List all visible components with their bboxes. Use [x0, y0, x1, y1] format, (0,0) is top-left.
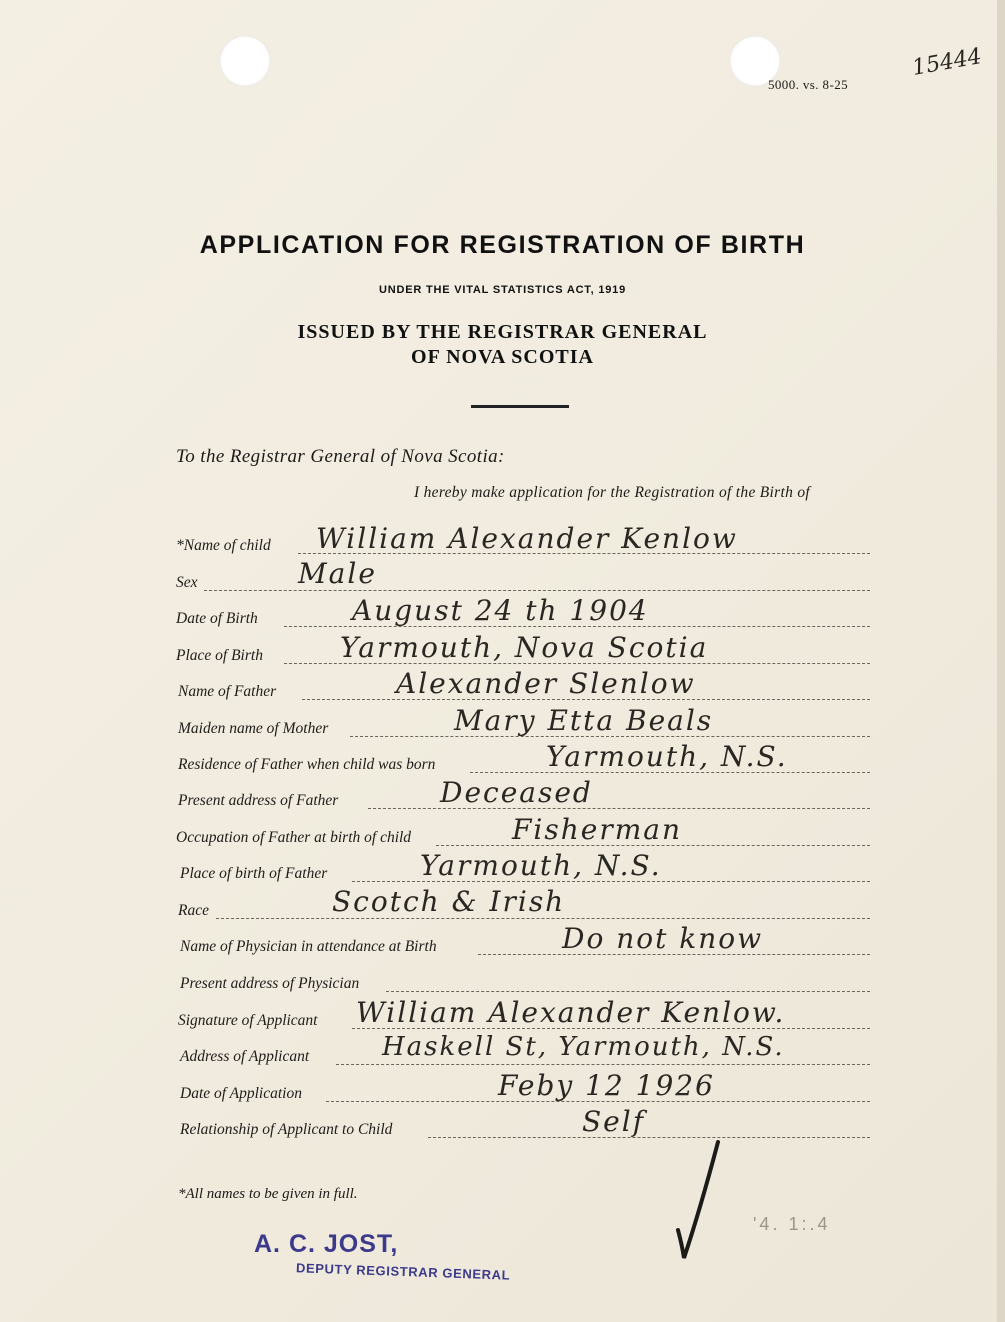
field-value-place-of-birth[interactable]: Yarmouth, Nova Scotia — [340, 631, 709, 664]
field-label: Date of Application — [180, 1085, 302, 1102]
field-label: Address of Applicant — [180, 1048, 310, 1065]
field-value-relationship[interactable]: Self — [582, 1105, 646, 1138]
field-line — [216, 918, 870, 919]
field-value-father-address[interactable]: Deceased — [440, 776, 593, 809]
field-label: Name of Father — [178, 683, 277, 700]
title-divider — [471, 405, 569, 408]
field-label: Residence of Father when child was born — [178, 756, 436, 773]
footnote: *All names to be given in full. — [178, 1186, 358, 1202]
field-label: Sex — [176, 574, 198, 591]
field-value-father-birthplace[interactable]: Yarmouth, N.S. — [420, 849, 662, 882]
form-title: APPLICATION FOR REGISTRATION OF BIRTH — [199, 231, 806, 259]
field-label: Present address of Physician — [180, 975, 360, 992]
field-value-father-name[interactable]: Alexander Slenlow — [396, 667, 696, 700]
field-label: Maiden name of Mother — [178, 720, 329, 737]
field-value-father-occupation[interactable]: Fisherman — [512, 813, 683, 846]
field-label: Signature of Applicant — [178, 1012, 318, 1029]
field-label: Relationship of Applicant to Child — [180, 1121, 393, 1138]
field-line — [204, 590, 870, 591]
paper-edge — [997, 0, 1005, 1322]
intro-statement: I hereby make application for the Registration of the Birth of — [414, 484, 810, 501]
field-value-father-residence[interactable]: Yarmouth, N.S. — [546, 740, 788, 773]
act-subtitle: UNDER THE VITAL STATISTICS ACT, 1919 — [379, 284, 626, 296]
field-label: *Name of child — [176, 537, 271, 554]
field-line — [336, 1064, 870, 1065]
field-value-date-of-birth[interactable]: August 24 th 1904 — [352, 594, 649, 627]
check-mark-icon — [660, 1130, 730, 1270]
field-label: Place of Birth — [176, 647, 263, 664]
field-value-applicant-address[interactable]: Haskell St, Yarmouth, N.S. — [382, 1032, 785, 1062]
field-label: Date of Birth — [176, 610, 258, 627]
field-line — [386, 991, 870, 992]
punch-hole-left — [219, 35, 271, 87]
field-value-race[interactable]: Scotch & Irish — [332, 885, 566, 918]
stamp-title: DEPUTY REGISTRAR GENERAL — [295, 1260, 511, 1283]
field-value-sex[interactable]: Male — [298, 557, 377, 590]
field-label: Present address of Father — [178, 792, 339, 809]
field-value-physician-name[interactable]: Do not know — [562, 922, 764, 955]
issuer-block — [0, 320, 1005, 370]
field-label: Place of birth of Father — [180, 865, 328, 882]
form-number: 5000. vs. 8-25 — [768, 77, 848, 92]
field-value-applicant-signature[interactable]: William Alexander Kenlow. — [356, 996, 786, 1029]
field-label: Name of Physician in attendance at Birth — [180, 938, 437, 955]
field-label: Occupation of Father at birth of child — [176, 829, 412, 846]
field-value-mother-maiden-name[interactable]: Mary Etta Beals — [454, 704, 714, 737]
field-value-application-date[interactable]: Feby 12 1926 — [498, 1069, 715, 1102]
field-line — [428, 1137, 870, 1138]
field-value-child-name[interactable]: William Alexander Kenlow — [316, 522, 738, 555]
issuer-line-2: OF NOVA SCOTIA — [411, 346, 594, 368]
file-number: 15444 — [910, 44, 984, 81]
issuer-line-1: ISSUED BY THE REGISTRAR GENERAL — [297, 321, 708, 343]
salutation: To the Registrar General of Nova Scotia: — [176, 446, 505, 467]
field-label: Race — [178, 902, 209, 919]
faint-mark: '4. 1:.4 — [753, 1214, 831, 1234]
stamp-name: A. C. JOST, — [254, 1230, 399, 1258]
